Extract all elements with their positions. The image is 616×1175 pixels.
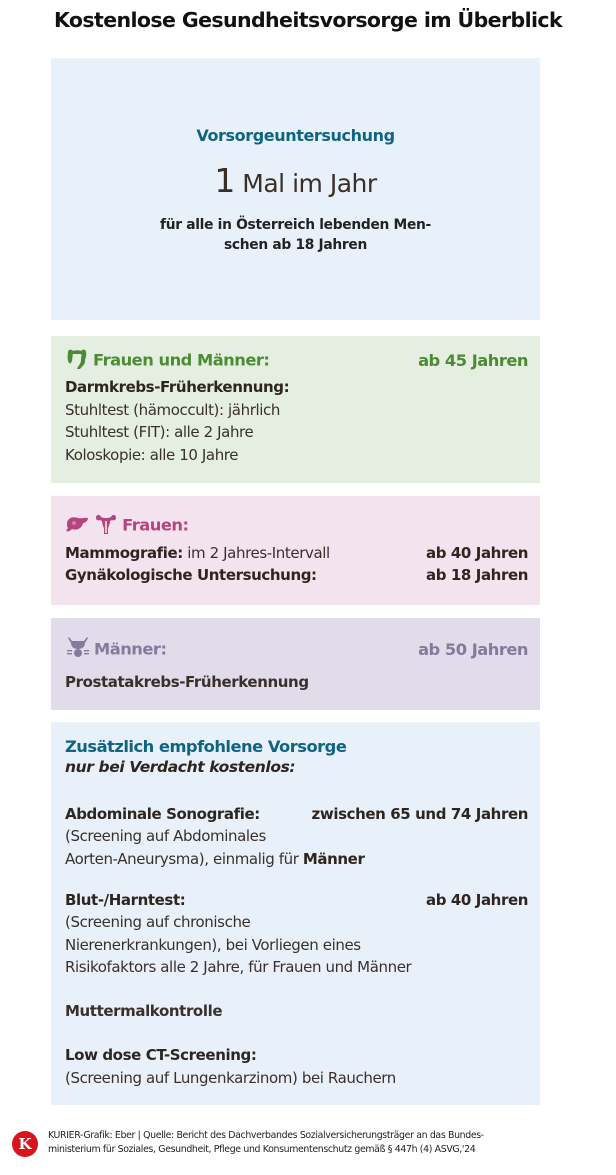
women-row-mammography — [65, 542, 528, 565]
colon-cancer-panel — [51, 336, 540, 483]
women-panel — [51, 496, 540, 605]
description-line: (Screening auf Lungenkarzinom) bei Rauchern — [65, 1068, 396, 1087]
row-label: Gynäkologische Untersuchung: — [65, 566, 317, 584]
additional-heading: Zusätzlich empfohlene Vorsorge — [65, 737, 347, 756]
item-description — [65, 911, 528, 979]
general-checkup-panel — [51, 58, 540, 320]
source-credit — [48, 1129, 484, 1157]
kurier-logo: K — [12, 1131, 38, 1157]
panel-header — [65, 348, 528, 374]
item-description — [65, 1044, 528, 1089]
age-label: zwischen 65 und 74 Jahren — [311, 805, 528, 823]
prostate-icon — [65, 636, 91, 664]
age-label: ab 45 Jahren — [418, 350, 528, 370]
item-label: Muttermalkontrolle — [65, 1002, 223, 1020]
panel-heading: Frauen und Männer: — [93, 350, 270, 370]
description-line: Risikofaktors alle 2 Jahre, für Frauen und Männer — [65, 958, 412, 976]
description-text: Aorten-Aneurysma), einmalig für — [65, 849, 303, 868]
description-emphasis: Männer — [302, 849, 365, 868]
panel-heading: Männer: — [94, 639, 167, 659]
list-item: Stuhltest (FIT): alle 2 Jahre — [65, 423, 254, 441]
frequency-text: Mal im Jahr — [234, 169, 377, 198]
panel-heading-wrap — [65, 348, 269, 374]
age-label: ab 40 Jahren — [425, 891, 528, 909]
credit-line: KURIER-Grafik: Eber | Quelle: Bericht des Dachverbandes Sozialversicherungsträger an das Bundes- — [48, 1130, 484, 1141]
additional-subheading: nur bei Verdacht kostenlos: — [65, 758, 296, 776]
description-line: Nierenerkrankungen), bei Vorliegen eines — [65, 935, 361, 954]
page-title: Kostenlose Gesundheitsvorsorge im Überblick — [53, 8, 563, 32]
description-line: (Screening auf chronische — [65, 913, 251, 931]
checkup-frequency — [51, 161, 540, 200]
panel-header — [65, 636, 528, 664]
intestine-icon — [65, 348, 89, 374]
row-detail: im 2 Jahres-Intervall — [182, 544, 330, 562]
footer — [12, 1129, 612, 1159]
breast-icon — [65, 514, 89, 538]
item-label: Blut-/Harntest: — [65, 891, 186, 909]
age-label: ab 40 Jahren — [425, 544, 528, 562]
topic-label: Prostatakrebs-Früherkennung — [65, 673, 309, 691]
description-line: (Screening auf Abdominales — [65, 827, 266, 845]
panel-header — [65, 513, 528, 539]
additional-header — [65, 737, 528, 779]
item-description — [65, 825, 528, 870]
row-label: Mammografie: — [65, 544, 183, 562]
credit-line: ministerium für Soziales, Gesundheit, Pflege und Konsumentenschutz gemäß § 447h (4) ASVG,'24 — [48, 1144, 476, 1155]
list-item: Stuhltest (hämoccult): jährlich — [65, 400, 280, 419]
row-text — [65, 542, 330, 565]
checkup-audience — [131, 215, 460, 255]
audience-line: schen ab 18 Jahren — [223, 237, 368, 253]
audience-line: für alle in Österreich lebenden Men- — [160, 217, 431, 233]
description-line — [65, 848, 528, 871]
panel-heading: Frauen: — [122, 515, 189, 535]
item-header — [65, 889, 528, 912]
uterus-icon — [94, 513, 118, 539]
panel-heading-wrap — [65, 513, 189, 539]
frequency-number: 1 — [214, 161, 235, 200]
additional-screening-panel — [51, 722, 540, 1105]
topic-label: Darmkrebs-Früherkennung: — [65, 378, 290, 396]
checkup-kicker: Vorsorgeuntersuchung — [196, 126, 395, 145]
item-label: Low dose CT-Screening: — [65, 1046, 257, 1064]
item-header — [65, 803, 528, 826]
colon-details — [65, 376, 528, 466]
panel-heading-wrap — [65, 636, 166, 664]
women-row-gynecology — [65, 564, 528, 587]
men-panel — [51, 618, 540, 710]
age-label: ab 50 Jahren — [418, 639, 528, 659]
age-label: ab 18 Jahren — [425, 566, 528, 584]
list-item: Koloskopie: alle 10 Jahre — [65, 445, 239, 464]
item-label: Abdominale Sonografie: — [65, 805, 260, 823]
